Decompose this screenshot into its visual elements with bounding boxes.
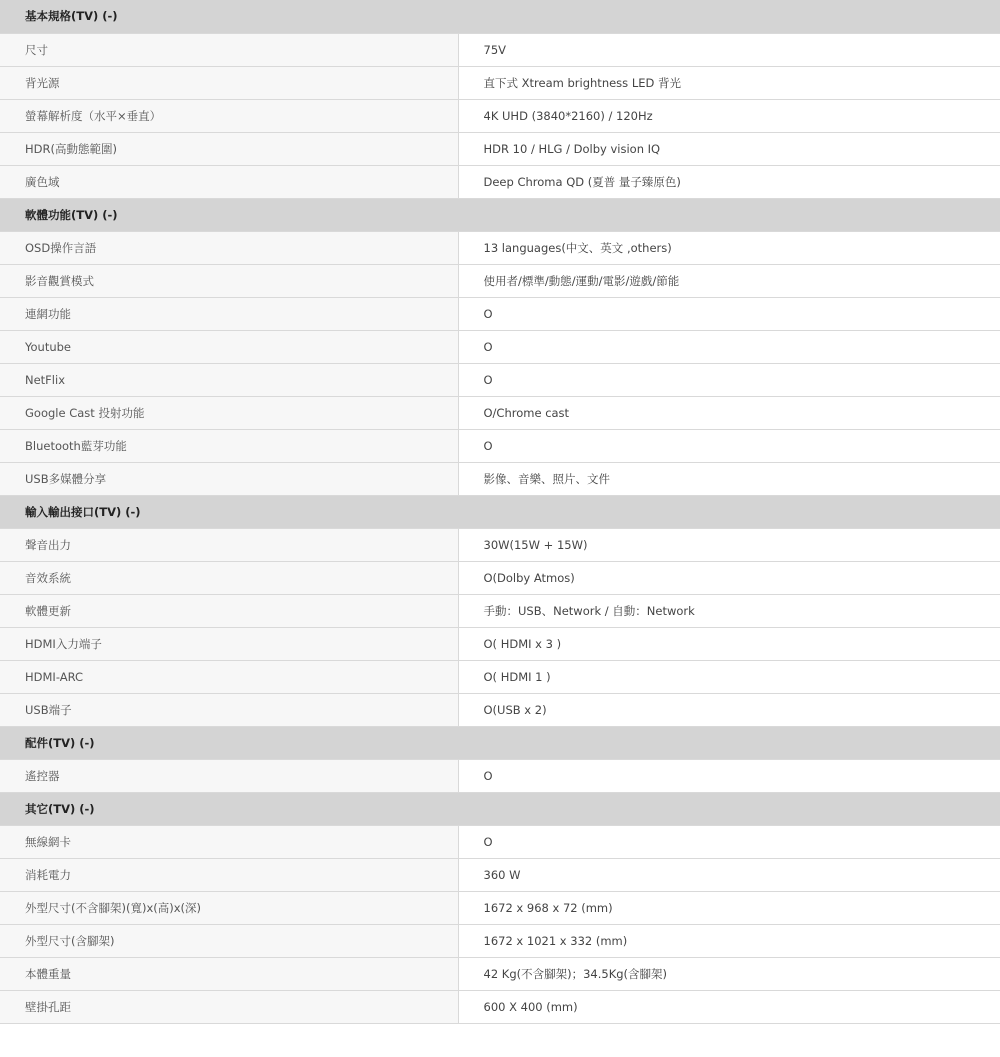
spec-value: O( HDMI x 3 ) (458, 627, 1000, 660)
spec-label: Youtube (0, 330, 458, 363)
spec-row (0, 231, 1000, 264)
spec-row (0, 825, 1000, 858)
spec-row (0, 528, 1000, 561)
section-header-filler (458, 0, 1000, 33)
spec-label: 外型尺寸(不含腳架)(寬)x(高)x(深) (0, 891, 458, 924)
spec-label: 連網功能 (0, 297, 458, 330)
spec-row (0, 759, 1000, 792)
spec-value: O( HDMI 1 ) (458, 660, 1000, 693)
section-header[interactable] (0, 726, 1000, 759)
spec-row (0, 858, 1000, 891)
spec-row (0, 957, 1000, 990)
spec-row (0, 264, 1000, 297)
spec-row (0, 297, 1000, 330)
section-title[interactable]: 軟體功能(TV) (-) (0, 198, 458, 231)
spec-value: O (458, 330, 1000, 363)
spec-label: 音效系統 (0, 561, 458, 594)
spec-value: O (458, 825, 1000, 858)
spec-label: 背光源 (0, 66, 458, 99)
spec-value: 1672 x 1021 x 332 (mm) (458, 924, 1000, 957)
section-title[interactable]: 基本規格(TV) (-) (0, 0, 458, 33)
spec-value: O (458, 759, 1000, 792)
spec-label: HDMI入力端子 (0, 627, 458, 660)
spec-row (0, 627, 1000, 660)
spec-label: 壁掛孔距 (0, 990, 458, 1023)
spec-value: 600 X 400 (mm) (458, 990, 1000, 1023)
spec-value: 30W(15W + 15W) (458, 528, 1000, 561)
spec-value: 13 languages(中文、英文 ,others) (458, 231, 1000, 264)
spec-label: 螢幕解析度（水平×垂直） (0, 99, 458, 132)
spec-row (0, 66, 1000, 99)
spec-value: O (458, 297, 1000, 330)
spec-value: 42 Kg(不含腳架)；34.5Kg(含腳架) (458, 957, 1000, 990)
section-header-filler (458, 726, 1000, 759)
spec-value: 使用者/標準/動態/運動/電影/遊戲/節能 (458, 264, 1000, 297)
spec-value: O/Chrome cast (458, 396, 1000, 429)
section-header[interactable] (0, 792, 1000, 825)
spec-value: 4K UHD (3840*2160) / 120Hz (458, 99, 1000, 132)
spec-label: 本體重量 (0, 957, 458, 990)
spec-row (0, 396, 1000, 429)
spec-label: NetFlix (0, 363, 458, 396)
spec-value: 直下式 Xtream brightness LED 背光 (458, 66, 1000, 99)
spec-row (0, 462, 1000, 495)
spec-label: Bluetooth藍芽功能 (0, 429, 458, 462)
spec-label: 外型尺寸(含腳架) (0, 924, 458, 957)
spec-value: 影像、音樂、照片、文件 (458, 462, 1000, 495)
spec-row (0, 330, 1000, 363)
spec-label: 無線網卡 (0, 825, 458, 858)
section-header[interactable] (0, 495, 1000, 528)
section-header-filler (458, 495, 1000, 528)
spec-label: 遙控器 (0, 759, 458, 792)
spec-label: 軟體更新 (0, 594, 458, 627)
spec-row (0, 132, 1000, 165)
section-header-filler (458, 792, 1000, 825)
spec-value: HDR 10 / HLG / Dolby vision IQ (458, 132, 1000, 165)
spec-label: USB多媒體分享 (0, 462, 458, 495)
section-header-filler (458, 198, 1000, 231)
spec-row (0, 693, 1000, 726)
section-header[interactable] (0, 0, 1000, 33)
spec-value: O(Dolby Atmos) (458, 561, 1000, 594)
spec-value: 手動：USB、Network / 自動：Network (458, 594, 1000, 627)
spec-label: Google Cast 投射功能 (0, 396, 458, 429)
spec-value: O(USB x 2) (458, 693, 1000, 726)
spec-value: O (458, 363, 1000, 396)
spec-row (0, 990, 1000, 1023)
spec-label: HDR(高動態範圍) (0, 132, 458, 165)
section-title[interactable]: 輸入輸出接口(TV) (-) (0, 495, 458, 528)
spec-row (0, 891, 1000, 924)
spec-row (0, 99, 1000, 132)
spec-row (0, 924, 1000, 957)
spec-label: HDMI-ARC (0, 660, 458, 693)
spec-value: 75V (458, 33, 1000, 66)
spec-label: 廣色域 (0, 165, 458, 198)
spec-value: O (458, 429, 1000, 462)
spec-label: 影音觀賞模式 (0, 264, 458, 297)
spec-value: 1672 x 968 x 72 (mm) (458, 891, 1000, 924)
section-title[interactable]: 其它(TV) (-) (0, 792, 458, 825)
spec-label: 聲音出力 (0, 528, 458, 561)
spec-value: 360 W (458, 858, 1000, 891)
spec-label: 尺寸 (0, 33, 458, 66)
spec-label: USB端子 (0, 693, 458, 726)
section-header[interactable] (0, 198, 1000, 231)
spec-row (0, 594, 1000, 627)
section-title[interactable]: 配件(TV) (-) (0, 726, 458, 759)
spec-value: Deep Chroma QD (夏普 量子臻原色) (458, 165, 1000, 198)
spec-label: OSD操作言語 (0, 231, 458, 264)
spec-row (0, 561, 1000, 594)
spec-row (0, 33, 1000, 66)
spec-label: 消耗電力 (0, 858, 458, 891)
spec-row (0, 660, 1000, 693)
spec-row (0, 165, 1000, 198)
spec-row (0, 429, 1000, 462)
spec-row (0, 363, 1000, 396)
